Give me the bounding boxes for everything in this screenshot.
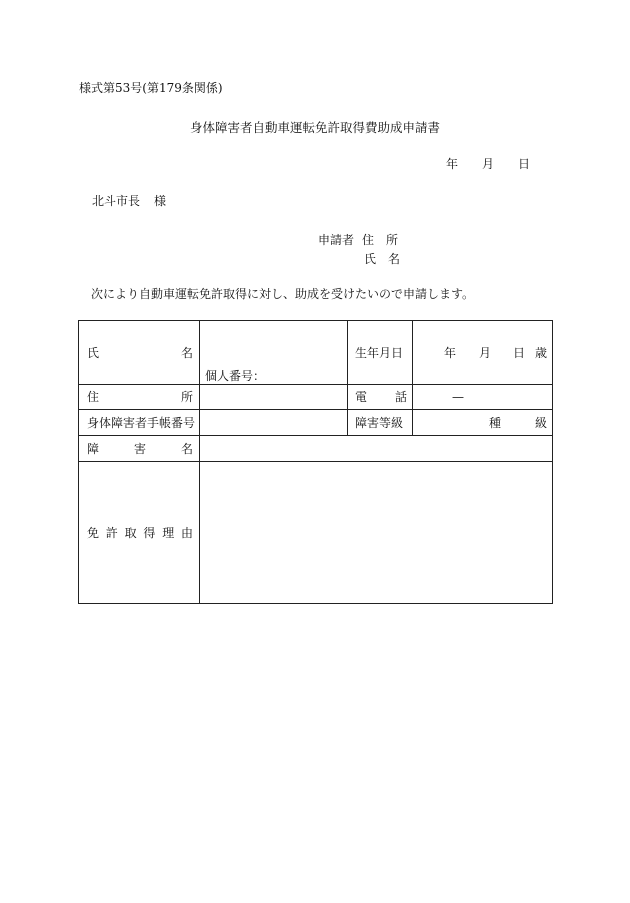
individual-number-label: 個人番号： <box>205 369 266 383</box>
date-year: 年 <box>446 157 459 171</box>
birthdate-month: 月 <box>479 346 492 360</box>
document-title: 身体障害者自動車運転免許取得費助成申請書 <box>189 120 440 135</box>
reason-label-char: 得 <box>143 526 156 540</box>
disability-name-label-char: 障 <box>87 442 100 456</box>
row-divider <box>79 384 552 385</box>
birthdate-day: 日 <box>513 346 526 360</box>
form-number: 様式第53号(第179条関係) <box>79 81 223 95</box>
birthdate-label: 生年月日 <box>355 346 404 360</box>
name-label-char: 氏 <box>87 346 100 360</box>
birthdate-age: 歳 <box>535 346 548 360</box>
reason-label-char: 取 <box>124 526 137 540</box>
addressee-suffix: 様 <box>154 194 167 208</box>
date-day: 日 <box>518 157 531 171</box>
reason-label-char: 理 <box>162 526 175 540</box>
reason-label-char: 免 <box>87 526 100 540</box>
phone-label-char: 電 <box>355 390 368 404</box>
applicant-block <box>318 231 400 269</box>
addressee-name: 北斗市長 <box>92 194 141 208</box>
reason-label-char: 由 <box>180 526 193 540</box>
applicant-name-label: 氏 名 <box>364 252 401 266</box>
application-form-table <box>78 320 553 604</box>
row-divider <box>79 435 552 436</box>
address-label-char: 住 <box>87 390 100 404</box>
column-divider <box>412 321 413 435</box>
handbook-number-label: 身体障害者手帳番号 <box>87 416 196 430</box>
row-divider <box>79 409 552 410</box>
date-line <box>446 158 530 170</box>
address-label-cell <box>87 391 193 403</box>
disability-grade-label: 障害等級 <box>355 416 404 430</box>
address-label-char: 所 <box>180 390 193 404</box>
date-month: 月 <box>482 157 495 171</box>
disability-name-label-cell <box>87 443 193 455</box>
column-divider <box>199 321 200 603</box>
reason-label-char: 許 <box>105 526 118 540</box>
column-divider <box>347 321 348 435</box>
birthdate-year: 年 <box>444 346 457 360</box>
phone-label-char: 話 <box>394 390 407 404</box>
addressee <box>92 195 166 207</box>
reason-label-cell <box>87 527 193 539</box>
grade-type: 種 <box>489 416 502 430</box>
applicant-label: 申請者 <box>318 233 355 247</box>
grade-class: 級 <box>535 416 548 430</box>
phone-label-cell <box>355 391 407 403</box>
phone-value: — <box>452 390 464 404</box>
statement: 次により自動車運転免許取得に対し、助成を受けたいので申請します。 <box>91 287 475 301</box>
name-label-cell <box>87 347 193 359</box>
applicant-address-label: 住 所 <box>362 233 399 247</box>
name-label-char: 名 <box>180 346 193 360</box>
disability-name-label-char: 名 <box>180 442 193 456</box>
disability-name-label-char: 害 <box>133 442 146 456</box>
row-divider <box>79 461 552 462</box>
